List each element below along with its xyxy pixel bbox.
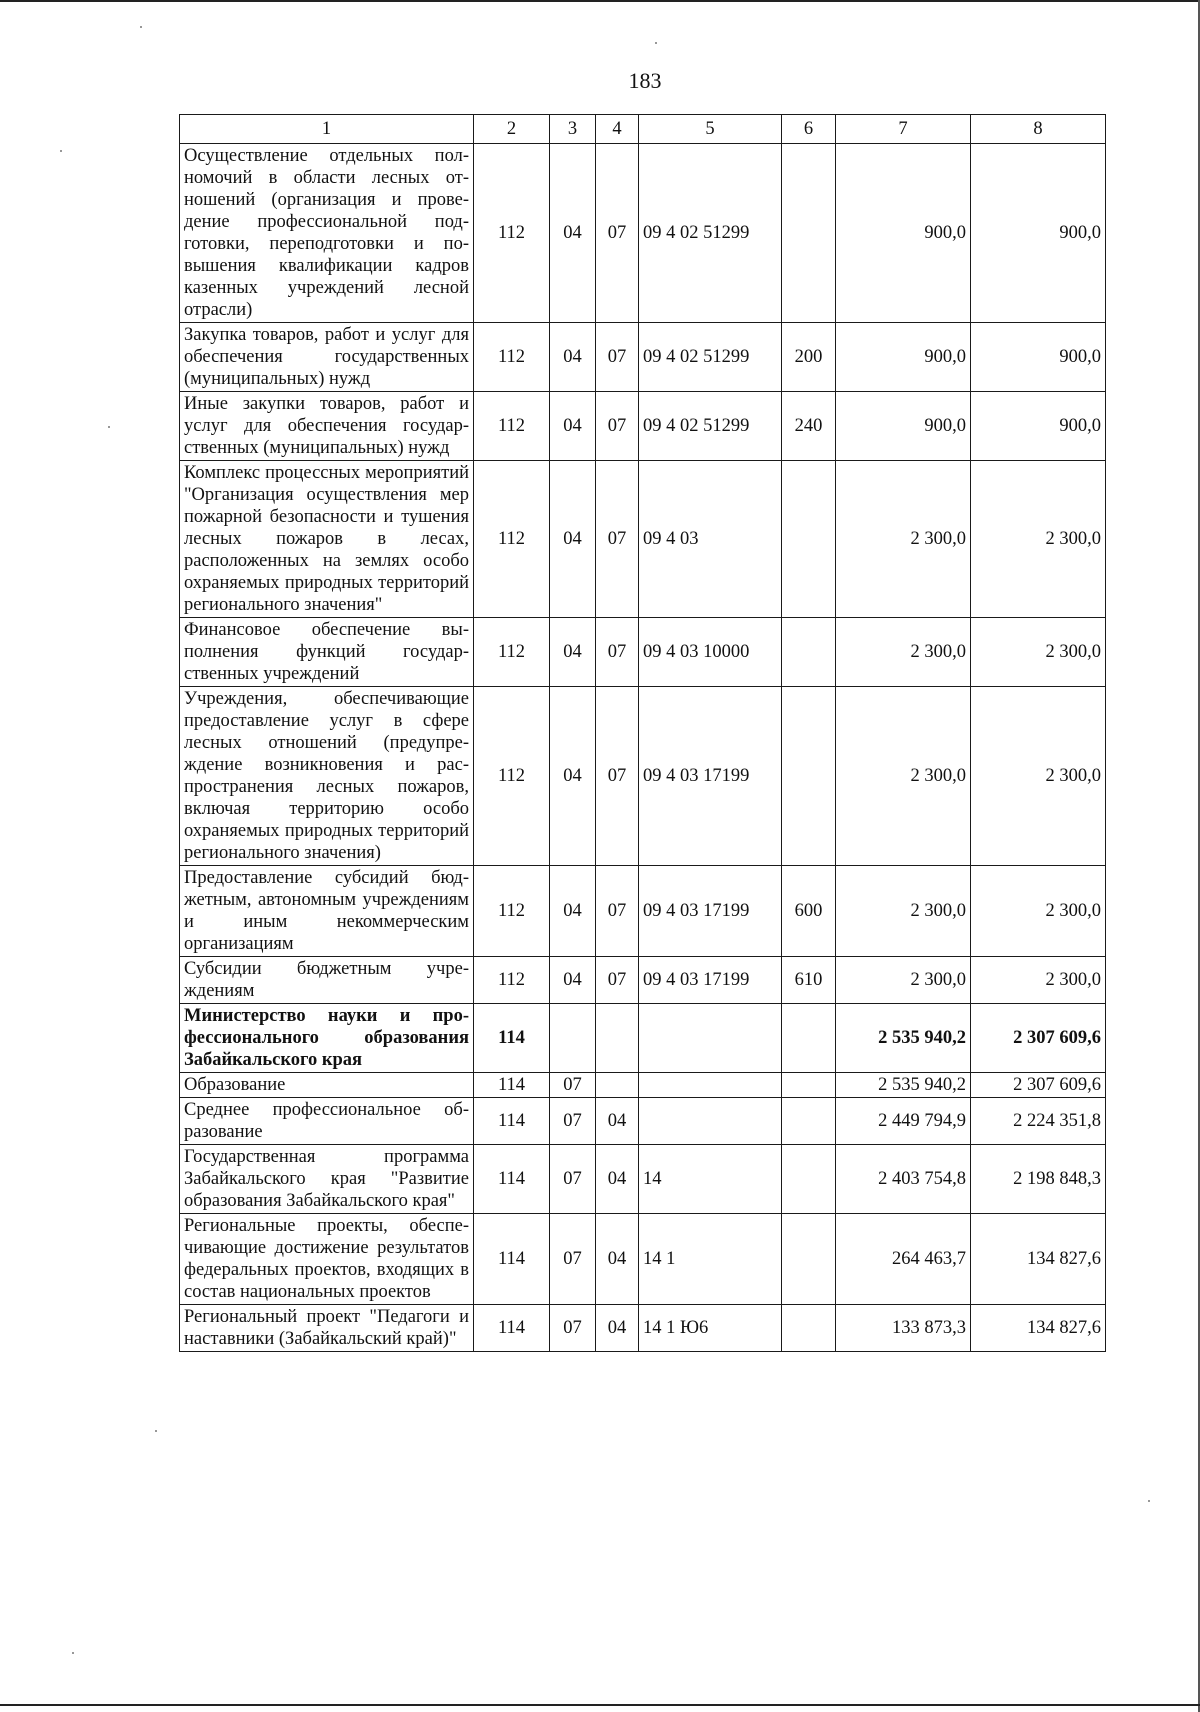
page-number: 183 (628, 68, 662, 93)
cell-amount-year-2: 2 300,0 (971, 461, 1106, 618)
table-row (180, 618, 1106, 687)
cell-name: Финансовое обеспечение выполнения функций государственных учреждений (180, 618, 474, 687)
cell-amount-year-2: 2 300,0 (971, 866, 1106, 957)
cell-admin-code: 114 (474, 1004, 550, 1073)
cell-expense-type: 600 (782, 866, 836, 957)
cell-subsection (596, 1073, 639, 1098)
cell-section: 04 (550, 461, 596, 618)
cell-amount-year-1: 2 403 754,8 (836, 1145, 971, 1214)
table-row (180, 1004, 1106, 1073)
cell-admin-code: 112 (474, 618, 550, 687)
cell-target-article: 09 4 02 51299 (639, 392, 782, 461)
cell-admin-code: 112 (474, 144, 550, 323)
scan-speck (155, 1430, 157, 1432)
cell-amount-year-1: 900,0 (836, 323, 971, 392)
scan-edge-top (0, 0, 1200, 2)
cell-amount-year-2: 2 300,0 (971, 618, 1106, 687)
cell-section: 04 (550, 323, 596, 392)
table-row (180, 1214, 1106, 1305)
cell-expense-type (782, 687, 836, 866)
cell-amount-year-1: 2 300,0 (836, 461, 971, 618)
cell-amount-year-2: 2 307 609,6 (971, 1073, 1106, 1098)
scan-speck (108, 426, 110, 428)
cell-target-article: 09 4 03 17199 (639, 687, 782, 866)
cell-section (550, 1004, 596, 1073)
cell-amount-year-2: 2 300,0 (971, 687, 1106, 866)
cell-amount-year-2: 2 198 848,3 (971, 1145, 1106, 1214)
cell-target-article: 14 1 Ю6 (639, 1305, 782, 1352)
cell-amount-year-1: 900,0 (836, 392, 971, 461)
table-row (180, 866, 1106, 957)
table-row (180, 392, 1106, 461)
table-row (180, 144, 1106, 323)
column-header: 3 (550, 115, 596, 144)
cell-name: Государственная программа Забайкальского края "Развитие образования Забайкальского края" (180, 1145, 474, 1214)
cell-amount-year-1: 900,0 (836, 144, 971, 323)
cell-subsection: 07 (596, 323, 639, 392)
cell-subsection: 07 (596, 618, 639, 687)
cell-expense-type (782, 1004, 836, 1073)
cell-name: Учреждения, обеспечивающие предоставление услуг в сфере лесных отношений (предупреждение возникновения и распространения лесных пожаров, включая территорию особо охраняемых природных территорий регионального значения) (180, 687, 474, 866)
cell-subsection: 07 (596, 144, 639, 323)
column-header: 4 (596, 115, 639, 144)
cell-name: Региональные проекты, обеспечивающие достижение результатов федеральных проектов, входящих в состав национальных проектов (180, 1214, 474, 1305)
cell-subsection: 04 (596, 1145, 639, 1214)
cell-section: 04 (550, 618, 596, 687)
column-header: 6 (782, 115, 836, 144)
cell-name: Министерство науки и профессионального образования Забайкальского края (180, 1004, 474, 1073)
cell-section: 07 (550, 1214, 596, 1305)
cell-admin-code: 114 (474, 1214, 550, 1305)
cell-section: 07 (550, 1145, 596, 1214)
cell-admin-code: 114 (474, 1098, 550, 1145)
cell-section: 04 (550, 957, 596, 1004)
table-header-row (180, 115, 1106, 144)
cell-amount-year-2: 2 224 351,8 (971, 1098, 1106, 1145)
cell-admin-code: 114 (474, 1073, 550, 1098)
cell-target-article: 09 4 03 17199 (639, 866, 782, 957)
cell-target-article: 09 4 03 17199 (639, 957, 782, 1004)
cell-name: Региональный проект "Педагоги и наставники (Забайкальский край)" (180, 1305, 474, 1352)
cell-amount-year-2: 134 827,6 (971, 1305, 1106, 1352)
cell-amount-year-2: 2 307 609,6 (971, 1004, 1106, 1073)
table-row (180, 323, 1106, 392)
cell-expense-type (782, 1098, 836, 1145)
cell-amount-year-2: 2 300,0 (971, 957, 1106, 1004)
cell-subsection: 07 (596, 957, 639, 1004)
scan-speck (60, 150, 62, 152)
cell-expense-type: 610 (782, 957, 836, 1004)
table-row (180, 1098, 1106, 1145)
cell-target-article: 09 4 03 (639, 461, 782, 618)
cell-subsection (596, 1004, 639, 1073)
cell-amount-year-1: 2 300,0 (836, 618, 971, 687)
scan-edge-bottom (0, 1704, 1200, 1706)
cell-admin-code: 114 (474, 1305, 550, 1352)
cell-name: Субсидии бюджетным учреждениям (180, 957, 474, 1004)
cell-section: 04 (550, 866, 596, 957)
column-header: 2 (474, 115, 550, 144)
cell-section: 04 (550, 392, 596, 461)
cell-admin-code: 112 (474, 687, 550, 866)
cell-amount-year-1: 2 535 940,2 (836, 1004, 971, 1073)
cell-admin-code: 114 (474, 1145, 550, 1214)
table-body (180, 144, 1106, 1352)
cell-target-article (639, 1004, 782, 1073)
cell-target-article: 14 1 (639, 1214, 782, 1305)
cell-amount-year-2: 900,0 (971, 144, 1106, 323)
cell-expense-type: 240 (782, 392, 836, 461)
column-header: 8 (971, 115, 1106, 144)
cell-amount-year-1: 2 300,0 (836, 687, 971, 866)
cell-expense-type (782, 1305, 836, 1352)
cell-name: Образование (180, 1073, 474, 1098)
cell-target-article (639, 1098, 782, 1145)
table-row (180, 1305, 1106, 1352)
cell-expense-type (782, 1145, 836, 1214)
cell-name: Комплекс процессных мероприятий "Организация осуществления мер пожарной безопасности и тушения лесных пожаров в лесах, расположенных на землях особо охраняемых природных территорий регионального значения" (180, 461, 474, 618)
scan-speck (655, 42, 657, 44)
cell-name: Закупка товаров, работ и услуг для обеспечения государственных (муниципальных) нужд (180, 323, 474, 392)
cell-amount-year-1: 264 463,7 (836, 1214, 971, 1305)
table-row (180, 1073, 1106, 1098)
cell-target-article: 09 4 02 51299 (639, 144, 782, 323)
cell-name: Осуществление отдельных полномочий в области лесных отношений (организация и проведение профессиональной подготовки, переподготовки и повышения квалификации кадров казенных учреждений лесной отрасли) (180, 144, 474, 323)
cell-subsection: 07 (596, 866, 639, 957)
cell-amount-year-1: 2 300,0 (836, 866, 971, 957)
cell-admin-code: 112 (474, 866, 550, 957)
cell-expense-type (782, 1073, 836, 1098)
cell-subsection: 04 (596, 1098, 639, 1145)
cell-amount-year-1: 2 449 794,9 (836, 1098, 971, 1145)
cell-expense-type (782, 144, 836, 323)
cell-target-article: 14 (639, 1145, 782, 1214)
table-row (180, 1145, 1106, 1214)
column-header: 1 (180, 115, 474, 144)
cell-amount-year-1: 2 300,0 (836, 957, 971, 1004)
cell-amount-year-2: 900,0 (971, 392, 1106, 461)
cell-name: Среднее профессиональное образование (180, 1098, 474, 1145)
cell-target-article: 09 4 03 10000 (639, 618, 782, 687)
cell-admin-code: 112 (474, 461, 550, 618)
cell-expense-type (782, 461, 836, 618)
cell-expense-type (782, 1214, 836, 1305)
cell-section: 07 (550, 1073, 596, 1098)
scan-speck (1148, 1500, 1150, 1502)
cell-subsection: 07 (596, 392, 639, 461)
cell-subsection: 04 (596, 1214, 639, 1305)
cell-admin-code: 112 (474, 323, 550, 392)
cell-amount-year-2: 134 827,6 (971, 1214, 1106, 1305)
cell-subsection: 07 (596, 687, 639, 866)
column-header: 5 (639, 115, 782, 144)
cell-amount-year-1: 2 535 940,2 (836, 1073, 971, 1098)
cell-name: Иные закупки товаров, работ и услуг для обеспечения государственных (муниципальных) нужд (180, 392, 474, 461)
scan-speck (72, 1652, 74, 1654)
scan-speck (140, 26, 142, 28)
cell-admin-code: 112 (474, 957, 550, 1004)
column-header: 7 (836, 115, 971, 144)
cell-amount-year-2: 900,0 (971, 323, 1106, 392)
table-row (180, 687, 1106, 866)
budget-table (179, 114, 1106, 1352)
cell-section: 04 (550, 687, 596, 866)
cell-subsection: 07 (596, 461, 639, 618)
cell-amount-year-1: 133 873,3 (836, 1305, 971, 1352)
cell-admin-code: 112 (474, 392, 550, 461)
table-row (180, 957, 1106, 1004)
cell-section: 04 (550, 144, 596, 323)
cell-name: Предоставление субсидий бюджетным, автономным учреждениям и иным некоммерческим организациям (180, 866, 474, 957)
cell-target-article (639, 1073, 782, 1098)
cell-section: 07 (550, 1098, 596, 1145)
cell-expense-type (782, 618, 836, 687)
cell-subsection: 04 (596, 1305, 639, 1352)
cell-expense-type: 200 (782, 323, 836, 392)
cell-target-article: 09 4 02 51299 (639, 323, 782, 392)
cell-section: 07 (550, 1305, 596, 1352)
table-row (180, 461, 1106, 618)
